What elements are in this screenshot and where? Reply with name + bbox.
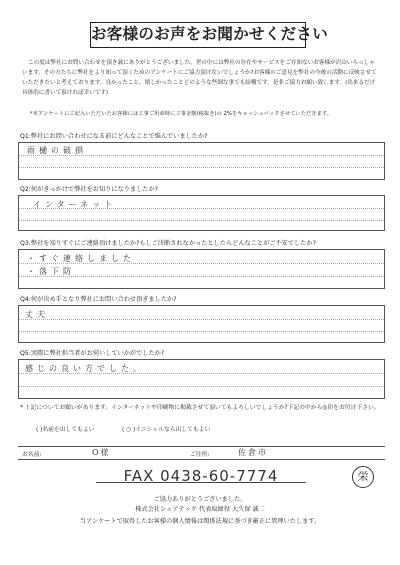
company-stamp-icon: 栄	[352, 466, 374, 488]
survey-title: お客様のお声をお聞かせください	[90, 22, 306, 48]
name-label: お名前:	[22, 452, 42, 458]
intro-text: この度は弊社にお問い合わせを頂き誠にありがとうございました。世の中には弊社の存在やサービスをご存知ないお客様が沢山いらっしゃいます。その方たちに弊社をより知って頂くためのアンケートにご協力頂けないでしょうか?お客様のご意見を弊社の今後の活動に反映させていただきたいと考えております。良かったこと、嬉しかったことどのような些細な事でも結構です。是非ご協力お願い致します。(出来るだけ具体的に書いて頂ければ幸いです)	[22, 60, 377, 96]
address-label: ご住所:	[190, 452, 210, 458]
address-value[interactable]: 佐倉市	[238, 448, 268, 457]
question-1-label: Q1:弊社にお問い合わせになる前にどんなことで悩んでいましたか?	[20, 133, 208, 140]
question-5-label: Q5:実際に弊社担当者がお伺いしていかがでしたか?	[20, 350, 165, 357]
answer-box-4[interactable]	[18, 305, 385, 343]
answer-box-3[interactable]	[18, 249, 385, 289]
question-4-label: Q4:何が決め手となり弊社にお問い合わせ頂きましたか?	[20, 296, 177, 303]
consent-text: * 上記についてお願いがあります。インターネットや印刷物に掲載させて頂いてもよろしいでしょうか?下記の中から◎印をお付け下さい。	[20, 405, 380, 411]
company-name: 株式会社シェアテック 代表取締役 大久保 誠二	[135, 506, 265, 513]
fax-underline	[96, 482, 306, 483]
thanks-text: ご協力ありがとうございました。	[153, 496, 247, 503]
question-2-label: Q2:何がきっかけで弊社をお知りになりましたか?	[20, 186, 158, 193]
name-value[interactable]: O様	[92, 448, 111, 457]
answer-1-text: 雨樋の破損	[27, 146, 87, 155]
consent-option-name[interactable]: ( )名前を出してもよい	[36, 427, 95, 433]
consent-option-initial[interactable]: ( ○ )イニシャルなら出してもよい	[122, 427, 211, 433]
answer-5-text: 感じの良い方でした。	[25, 364, 145, 373]
answer-box-2[interactable]	[18, 195, 385, 231]
question-3-label: Q3:弊社を知りすぐにご連絡頂けましたか?もしご決断されなかったとしたらどんなことがご不安でしたか?	[20, 240, 316, 247]
answer-3-text-1: ・すぐ連絡しました	[27, 254, 135, 263]
answer-4-text: 丈夫	[25, 310, 49, 319]
answer-box-1[interactable]	[18, 142, 385, 180]
fax-number: FAX 0438-60-7774	[123, 467, 279, 485]
answer-2-text: インターネット	[33, 200, 117, 209]
privacy-note: 当アンケートで取得したお客様の個人情報は関係法規に基づき厳正に管理いたします。	[79, 518, 321, 525]
answer-box-5[interactable]	[18, 359, 385, 399]
cashback-note: *本アンケートにご記入いただいたお客様には工事ご用命時に工事金額(税抜き)の 2%をキャッシュバックさせていただきます。	[30, 111, 333, 117]
answer-3-text-2: ・落下防	[27, 267, 75, 276]
